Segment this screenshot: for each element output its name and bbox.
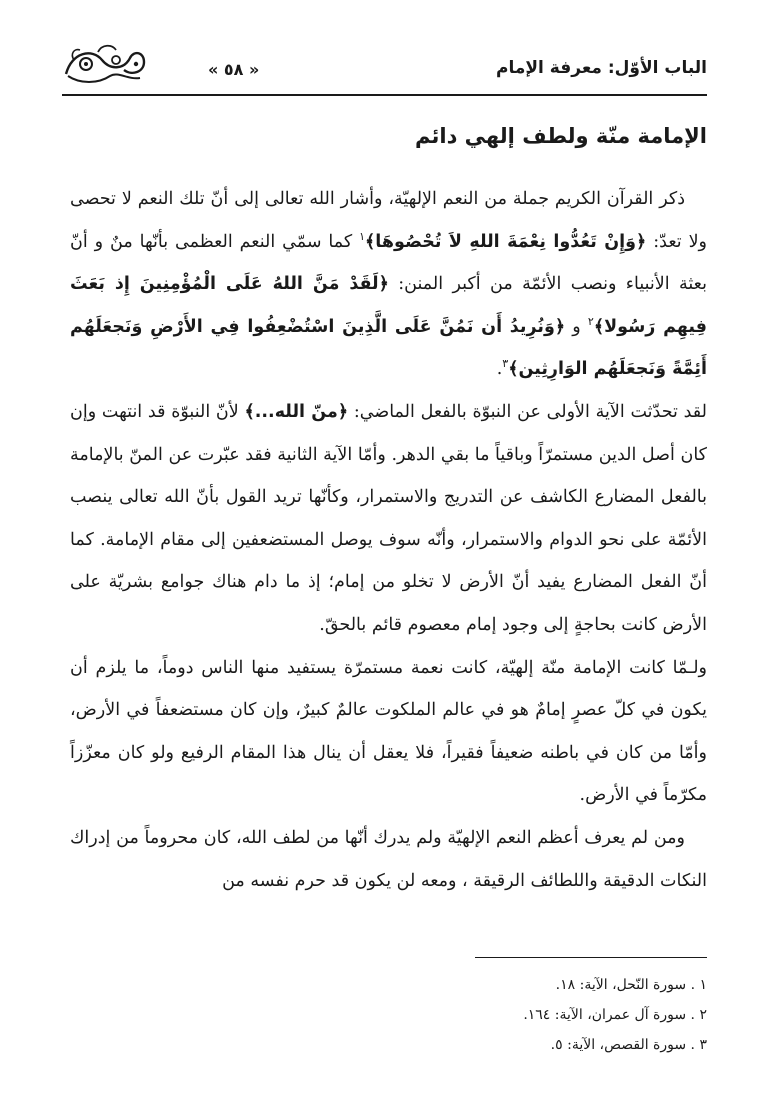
quran-verse: ﴿وَنُرِيدُ أَن نَمُنَّ عَلَى الَّذِينَ اسْتُضْعِفُوا فِي الأَرْضِ وَنَجعَلَهُم أَئِمَّةً وَنَجعَلَهُم الوَارِثِين﴾ <box>70 316 707 380</box>
paragraph-text: ذكر القرآن الكريم جملة من النعم الإلهيّة، وأشار الله تعالى إلى أنّ تلك النعم لا تحصى ولا تعدّ: <box>70 189 707 252</box>
quran-verse: ﴿منّ الله...﴾ <box>244 401 349 422</box>
footnote-item: ٢ . سورة آل عمران، الآية: ١٦٤. <box>523 1007 707 1023</box>
footnote-ref: ١ <box>359 229 366 243</box>
paragraph-text: كما سمّي النعم العظمى بأنّها منٌ و أنّ بعثة الأنبياء ونصب الأئمّة من أكبر المنن: <box>70 231 707 295</box>
paragraph-1 <box>70 178 707 391</box>
page-header <box>58 40 707 92</box>
page-number: « ٥٨ » <box>208 60 260 79</box>
paragraph-text: لأنّ النبوّة قد انتهت وإن كان أصل الدين مستمرّاً وباقياً ما بقي الدهر. وأمّا الآية الثانية فقد عبّرت عن المنّ بالإمامة بالفعل المضارع الكاشف عن التدريج والاستمرار، وكأنّها تريد القول بأنّ الله تعالى ينصب الأئمّة على نحو الدوام والاستمرار، وأنّه سوف يوصل المستضعفين إلى مقام الإمامة. كما أنّ الفعل المضارع يفيد أنّ الأرض لا تخلو من إمام؛ إذ ما دام هناك جوامع بشريّة على الأرض كانت بحاجةٍ إلى وجود إمام معصوم قائم بالحقّ. <box>70 401 707 635</box>
paragraph-text: و <box>565 316 588 337</box>
footnote-ref: ٣ <box>502 357 509 371</box>
footnote-item: ٣ . سورة القصص، الآية: ٥. <box>550 1037 707 1053</box>
floral-ornament-icon <box>58 40 150 88</box>
running-title: الباب الأوّل: معرفة الإمام <box>496 58 707 78</box>
paragraph-text: . <box>496 359 503 380</box>
footnote-ref: ٢ <box>587 314 594 328</box>
footnote-divider <box>475 957 707 958</box>
paragraph-3: ولـمّا كانت الإمامة منّة إلهيّة، كانت نعمة مستمرّة يستفيد منها الناس دوماً، ما يلزم أن يكون في كلّ عصرٍ إمامٌ هو في عالم الملكوت عالمٌ كبيرٌ، وإن كان مستضعفاً في الأرض، وأمّا من كان في باطنه ضعيفاً فقيراً، فلا يعقل أن ينال هذا المقام الرفيع ولو كان معزّزاً مكرّماً في الأرض. <box>70 657 707 806</box>
paragraph-2 <box>70 391 707 647</box>
paragraph-text: لقد تحدّثت الآية الأولى عن النبوّة بالفعل الماضي: <box>348 401 707 422</box>
quran-verse: ﴿وَإِنْ تَعُدُّوا نِعْمَةَ اللهِ لاَ تُحْصُوهَا﴾ <box>365 231 647 252</box>
section-title: الإمامة منّة ولطف إلهي دائم <box>415 124 707 148</box>
paragraph-4: ومن لم يعرف أعظم النعم الإلهيّة ولم يدرك أنّها من لطف الله، كان محروماً من إدراك النكات الدقيقة واللطائف الرقيقة ، ومعه لن يكون قد حرم نفسه من <box>70 827 707 891</box>
header-divider <box>62 94 707 96</box>
footnotes <box>200 970 707 1060</box>
page-content <box>70 118 707 902</box>
footnote-item: ١ . سورة النّحل، الآية: ١٨. <box>555 977 707 993</box>
quran-verse: ﴿لَقَدْ مَنَّ اللهُ عَلَى الْمُؤْمِنِينَ إِذ بَعَثَ فِيهِم رَسُولا﴾ <box>70 274 707 337</box>
